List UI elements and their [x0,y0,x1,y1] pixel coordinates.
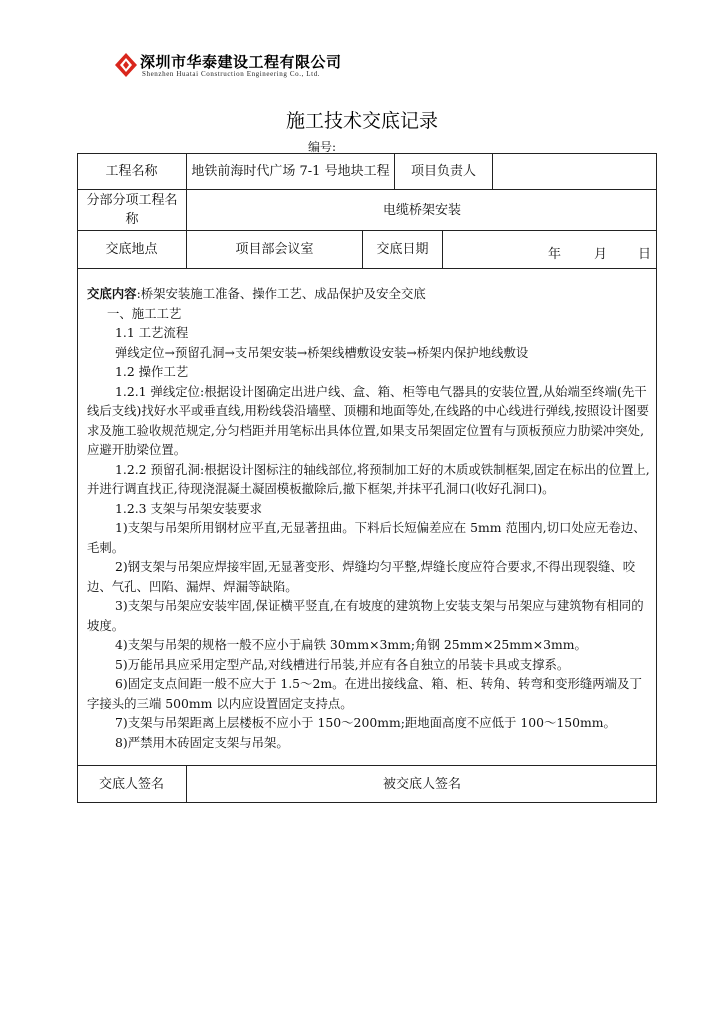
subproject-label: 分部分项工程名称 [86,193,178,227]
company-name-cn: 深圳市华泰建设工程有限公司 [140,53,342,71]
location-label: 交底地点 [105,242,158,257]
date-month-label: 月 [594,247,608,262]
row-divider [77,268,657,269]
discloser-signature-label: 交底人签名 [98,777,164,792]
requirement-item: 5)万能吊具应采用定型产品,对线槽进行吊装,并应有各自独立的吊装卡具或支撑系。 [115,656,570,672]
content-heading [87,284,651,304]
content-heading-label: 交底内容 [87,286,137,301]
receiver-signature-label: 被交底人签名 [382,777,461,792]
section-heading: 一、施工工艺 [107,305,182,321]
company-logo-icon [114,52,138,78]
project-name-label: 工程名称 [105,163,158,179]
document-number-label: 编号: [308,140,337,154]
project-manager-value[interactable] [493,153,657,189]
subsection-heading: 1.2.3 支架与吊架安装要求 [115,500,262,516]
project-manager-label: 项目负责人 [410,163,476,179]
paragraph-line-marking: 1.2.1 弹线定位:根据设计图确定出进户线、盒、箱、柜等电气器具的安装位置,从始端至终端(先干线后支线)找好水平或垂直线,用粉线袋沿墙壁、顶棚和地面等处,在线路的中心线进行弹线,按照设计图要求及施工验收规范规定,分匀档距并用笔标出具体位置,如果支吊架固定位置有与顶板预应力肋梁冲突处,应避开肋梁位置。 [87,383,649,457]
content-heading-text: :桥架安装施工准备、操作工艺、成品保护及安全交底 [136,286,426,301]
date-label: 交底日期 [376,242,429,257]
requirement-item: 8)严禁用木砖固定支架与吊架。 [115,734,289,750]
disclosure-content [87,284,651,752]
company-name-en: Shenzhen Huatai Construction Engineering Co., Ltd. [142,70,321,78]
subsection-heading: 1.1 工艺流程 [115,325,189,340]
requirement-item: 3)支架与吊架应安装牢固,保证横平竖直,在有坡度的建筑物上安装支架与吊架应与建筑物有相同的坡度。 [87,598,644,633]
date-day-label: 日 [638,247,652,262]
requirement-item: 1)支架与吊架所用钢材应平直,无显著扭曲。下料后长短偏差应在 5mm 范围内,切口处应无卷边、毛刺。 [87,520,646,555]
subproject-value: 电缆桥架安装 [382,202,461,218]
requirement-item: 2)钢支架与吊架应焊接牢固,无显著变形、焊缝均匀平整,焊缝长度应符合要求,不得出现裂缝、咬边、气孔、凹陷、漏焊、焊漏等缺陷。 [87,559,636,594]
paragraph-reserved-holes: 1.2.2 预留孔洞:根据设计图标注的轴线部位,将预制加工好的木质或铁制框架,固定在标出的位置上,并进行调直找正,待现浇混凝土凝固模板撤除后,撤下框架,并抹平孔洞口(收好孔洞口)。 [87,461,650,496]
project-name-value: 地铁前海时代广场 7-1 号地块工程 [191,163,390,179]
requirement-item: 4)支架与吊架的规格一般不应小于扁铁 30mm×3mm;角钢 25mm×25mm×3mm。 [115,637,587,652]
column-divider [442,230,443,268]
requirement-item: 6)固定支点间距一般不应大于 1.5～2m。在进出接线盒、箱、柜、转角、转弯和变形缝两端及丁字接头的三端 500mm 以内应设置固定支持点。 [87,676,642,711]
requirement-item: 7)支架与吊架距离上层楼板不应小于 150～200mm;距地面高度不应低于 100～150mm。 [115,715,616,730]
subsection-heading: 1.2 操作工艺 [115,364,189,379]
date-year-label: 年 [548,247,562,262]
document-title: 施工技术交底记录 [285,110,438,132]
location-value: 项目部会议室 [235,242,314,257]
process-flow: 弹线定位→预留孔洞→支吊架安装→桥架线槽敷设安装→桥架内保护地线敷设 [115,344,529,360]
